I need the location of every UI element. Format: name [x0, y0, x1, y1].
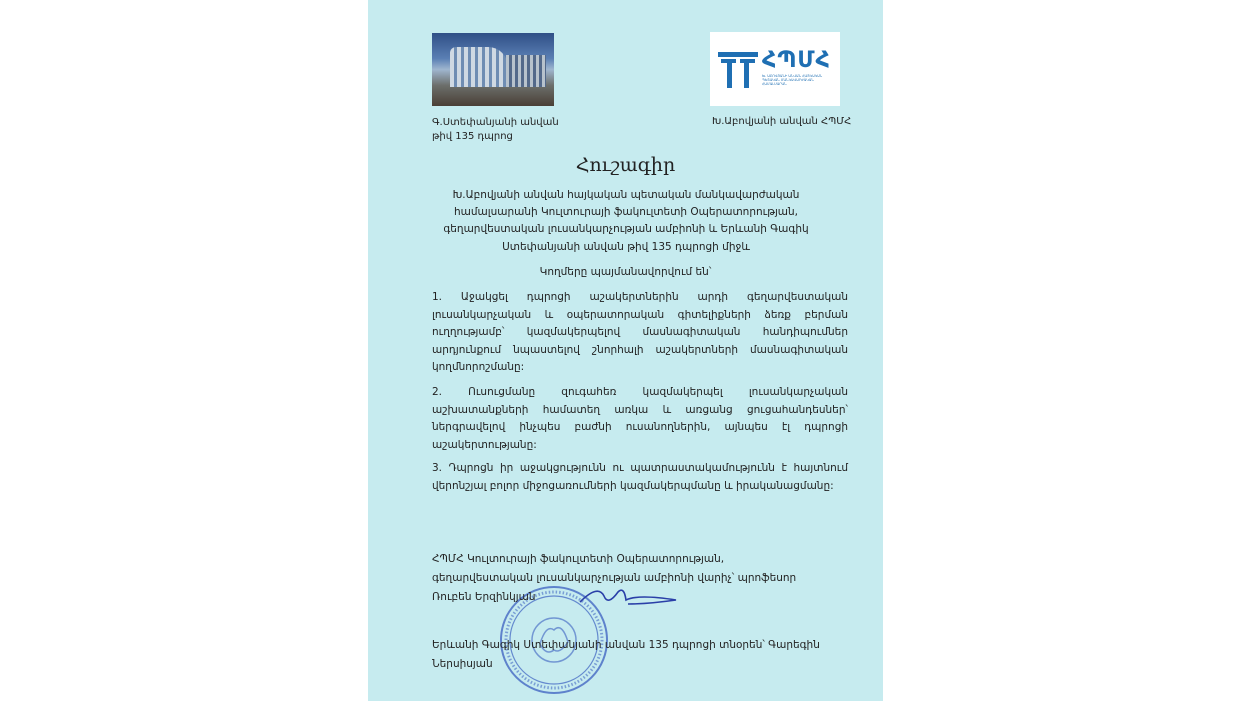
- signatory-block-2: [432, 636, 852, 674]
- document-subtitle: Կողմերը պայմանավորվում են՝: [539, 266, 712, 278]
- document-intro: [430, 187, 822, 256]
- school-caption-line-2: թիվ 135 դպրոց: [432, 131, 513, 142]
- signatory-1-line: Ռուբեն Երզինկյան: [432, 591, 536, 603]
- university-logo: [710, 32, 840, 106]
- document-page: [368, 0, 883, 701]
- intro-line: Ստեփանյանի անվան թիվ 135 դպրոցի միջև: [502, 240, 750, 253]
- agreement-clause-1: 1. Աջակցել դպրոցի աշակերտներին արդի գեղարվեստական լուսանկարչական և օպերատորական գիտելիքների ձեռք բերման ուղղությամբ՝ կազմակերպելով մասնագիտական հանդիպումներ արդյունքում նպաստելով շնորհալի աշակերտների մասնագիտական կողմնորոշմանը:: [432, 291, 848, 373]
- building-annex-shape: [506, 55, 546, 87]
- logo-text: ՀՊՄՀ: [762, 48, 831, 73]
- school-caption: [432, 116, 559, 144]
- signatory-2-line: Երևանի Գագիկ Ստեփանյանի անվան 135 դպրոցի տնօրեն՝ Գարեգին: [432, 639, 820, 651]
- logo-subtext: Խ. ԱԲՈՎՅԱՆԻ ԱՆՎԱՆ ՀԱՅԿԱԿԱՆ ՊԵՏԱԿԱՆ ՄԱՆԿԱՎԱՐԺԱԿԱՆ ՀԱՄԱԼՍԱՐԱՆ: [762, 74, 823, 87]
- university-logo-icon: [718, 50, 758, 90]
- agreement-clause-2: 2. Ուսուցմանը զուգահեռ կազմակերպել լուսանկարչական աշխատանքների համատեղ առկա և առցանց ցուցահանդեսներ՝ ներգրավելով ինչպես բաժնի ուսանողներին, այնպես էլ դպրոցի աշակերտությանը:: [432, 386, 848, 451]
- university-caption: Խ.Աբովյանի անվան ՀՊՄՀ: [712, 116, 852, 127]
- intro-line: Խ.Աբովյանի անվան հայկական պետական մանկավարժական: [452, 189, 800, 201]
- intro-line: գեղարվեստական լուսանկարչության ամբիոնի և Երևանի Գագիկ: [443, 223, 809, 236]
- agreement-clause-3: 3. Դպրոցն իր աջակցությունն ու պատրաստակամությունն է հայտնում վերոնշյալ բոլոր միջոցառումների կազմակերպմանը և իրականացմանը:: [432, 462, 848, 492]
- signatory-1-line: ՀՊՄՀ Կուլտուրայի ֆակուլտետի Օպերատորության,: [432, 553, 725, 565]
- building-shape: [450, 47, 508, 87]
- intro-line: համալսարանի Կուլտուրայի ֆակուլտետի Օպերատորության,: [453, 206, 799, 219]
- document-title: Հուշագիր: [575, 154, 676, 176]
- signatory-1-line: գեղարվեստական լուսանկարչության ամբիոնի վարիչ՝ պրոֆեսոր: [432, 572, 797, 584]
- handwritten-signature: [578, 582, 678, 612]
- school-building-photo: [432, 33, 554, 106]
- signatory-2-line: Ներսիսյան: [432, 658, 493, 670]
- school-caption-line-1: Գ.Ստեփանյանի անվան: [432, 117, 559, 128]
